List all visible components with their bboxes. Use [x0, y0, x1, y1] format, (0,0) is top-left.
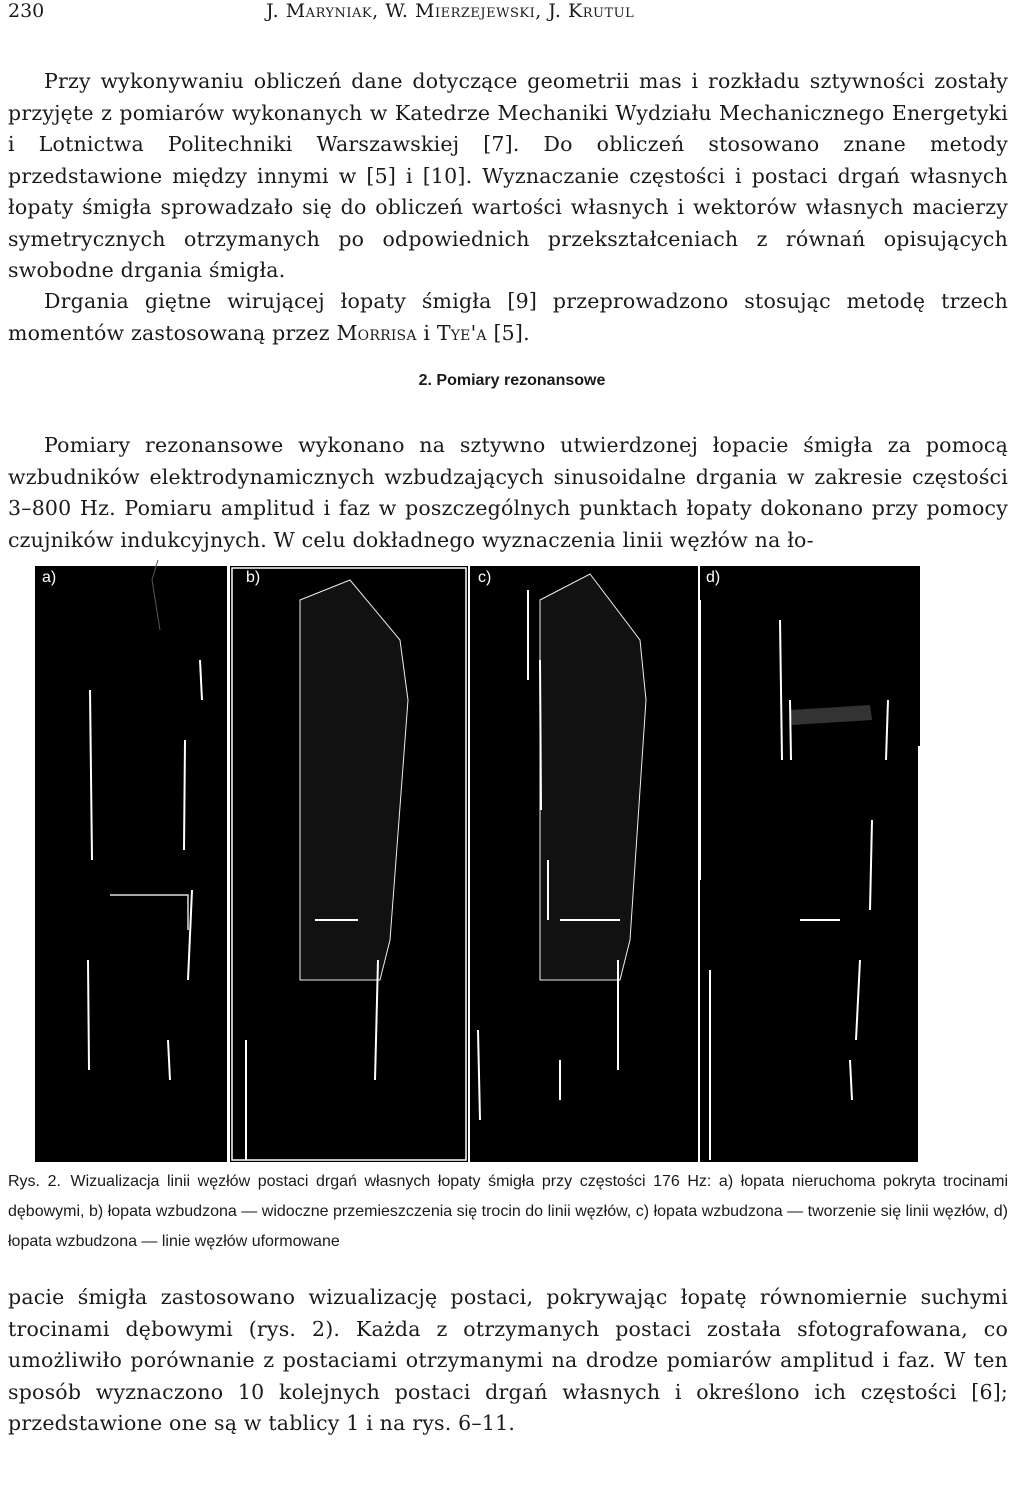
- paragraph-text: i: [416, 320, 437, 345]
- paragraph-bending-vibrations: [8, 286, 1008, 349]
- figure-caption-label: Rys. 2.: [8, 1173, 61, 1190]
- paragraph-text: [5].: [486, 320, 530, 345]
- figure-caption-text: Wizualizacja linii węzłów postaci drgań własnych łopaty śmigła przy częstości 176 Hz: a) łopata nieruchoma pokryta trocinami dębowymi, b) łopata wzbudzona — widoczne przemieszczenia się trocin do linii węzłów, c) łopata wzbudzona — tworzenie się linii węzłów, d) łopata wzbudzona — linie węzłów uformowane: [8, 1173, 1008, 1250]
- section-heading: 2. Pomiary rezonansowe: [418, 372, 606, 389]
- running-header: [8, 0, 1004, 24]
- panel-label: d): [706, 569, 721, 586]
- figure-photographs: [0, 560, 1024, 1165]
- figure-nodal-lines-photos: [0, 560, 1024, 1165]
- paragraph-text: Drgania giętne wirującej łopaty śmigła [9] przeprowadzono stosując metodę trzech momentów zastosowaną przez: [8, 289, 1008, 345]
- panel-a-photo: [35, 560, 227, 1162]
- paragraph-visualization: pacie śmigła zastosowano wizualizację postaci, pokrywając łopatę równomiernie suchymi trocinami dębowymi (rys. 2). Każda z otrzymanych postaci została sfotografowana, co umożliwiło porównanie z postaciami otrzymanymi na drodze pomiarów amplitud i faz. W ten sposób wyznaczono 10 kolejnych postaci drgań własnych i określono ich częstości [6]; przedstawione one są w tablicy 1 i na rys. 6–11.: [8, 1285, 1008, 1435]
- author-name: Morrisa: [336, 320, 417, 345]
- panel-label: c): [478, 569, 492, 586]
- panel-label: a): [42, 569, 57, 586]
- panel-c-photo: [470, 566, 698, 1162]
- running-header-authors: J. Maryniak, W. Mierzejewski, J. Krutul: [266, 0, 635, 22]
- figure-caption: [8, 1167, 1008, 1257]
- paragraph-computation-methods: Przy wykonywaniu obliczeń dane dotyczące geometrii mas i rozkładu sztywności zostały przyjęte z pomiarów wykonanych w Katedrze Mechaniki Wydziału Mechanicznego Energetyki i Lotnictwa Politechniki Warszawskiej [7]. Do obliczeń stosowano znane metody przedstawione między innymi w [5] i [10]. Wyznaczanie częstości i postaci drgań własnych łopaty śmigła sprowadzało się do obliczeń wartości własnych i wektorów własnych macierzy symetrycznych otrzymanych po odpowiednich przekształceniach z równań opisujących swobodne drgania śmigła.: [8, 69, 1008, 282]
- paragraph-resonance-measurements: Pomiary rezonansowe wykonano na sztywno utwierdzonej łopacie śmigła za pomocą wzbudników elektrodynamicznych wzbudzających sinusoidalne drgania w zakresie częstości 3–800 Hz. Pomiaru amplitud i faz w poszczególnych punktach łopaty dokonano przy pomocy czujników indukcyjnych. W celu dokładnego wyznaczenia linii węzłów na ło-: [8, 433, 1008, 552]
- panel-label: b): [246, 569, 261, 586]
- page-number: 230: [8, 0, 45, 22]
- author-name: Tye'a: [436, 320, 487, 345]
- panel-b-photo: [230, 566, 468, 1162]
- panel-d-photo: [700, 566, 920, 1162]
